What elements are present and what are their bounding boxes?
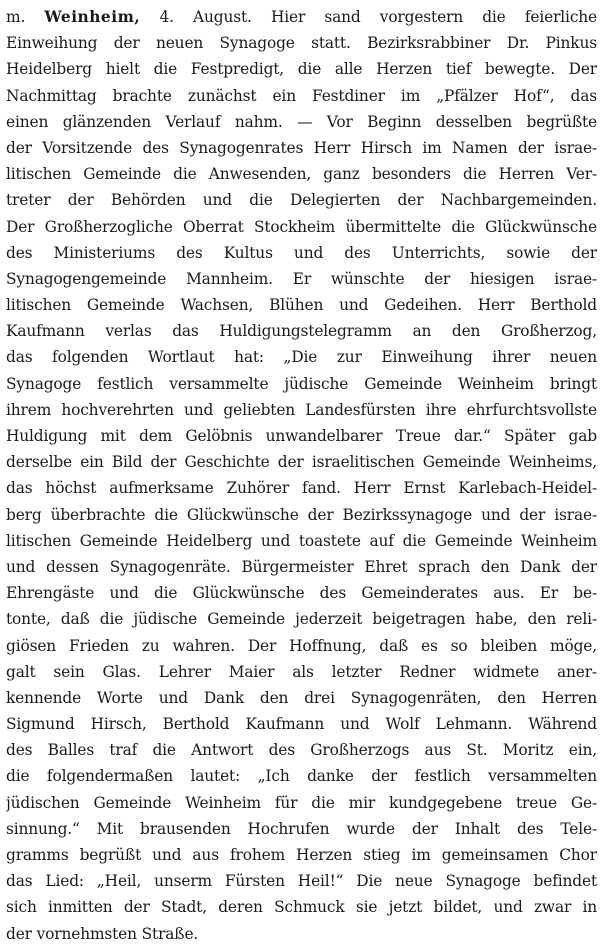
article-body <box>6 30 597 947</box>
article-line: die folgendermaßen lautet: „Ich danke der festlich versammelten <box>6 767 597 786</box>
article-line: der vornehmsten Straße. <box>6 924 199 943</box>
article-line: das folgenden Wortlaut hat: „Die zur Einweihung ihrer neuen <box>6 348 597 367</box>
article-line: gramms begrüßt und aus frohem Herzen stieg im gemeinsamen Chor <box>6 846 597 864</box>
article-line: Sigmund Hirsch, Berthold Kaufmann und Wolf Lehmann. Während <box>6 715 597 734</box>
article-line: jüdischen Gemeinde Weinheim für die mir kundgegebene treue Ge- <box>6 793 597 812</box>
article-line: kennende Worte und Dank den drei Synagogenräten, den Herren <box>6 688 597 707</box>
article-line: der Vorsitzende des Synagogenrates Herr Hirsch im Namen der israe- <box>6 138 597 157</box>
article-line: galt sein Glas. Lehrer Maier als letzter Redner widmete aner- <box>6 662 597 681</box>
article-line: des Ministeriums des Kultus und des Unterrichts, sowie der <box>6 243 597 262</box>
article-line: Kaufmann verlas das Huldigungstelegramm an den Großherzog, <box>6 322 597 341</box>
article-line: litischen Gemeinde die Anwesenden, ganz besonders die Herren Ver- <box>6 165 597 184</box>
article-line: Der Großherzogliche Oberrat Stockheim übermittelte die Glückwünsche <box>6 217 597 236</box>
article-line: einen glänzenden Verlauf nahm. — Vor Beginn desselben begrüßte <box>6 112 597 131</box>
article-prefix: m. <box>6 8 26 26</box>
article-line: das Lied: „Heil, unserm Fürsten Heil!“ Die neue Synagoge befindet <box>6 872 597 891</box>
article-line: berg überbrachte die Glückwünsche der Bezirkssynagoge und der israe- <box>6 505 597 524</box>
article-line: litischen Gemeinde Heidelberg und toastete auf die Gemeinde Weinheim <box>6 531 597 550</box>
article-line: des Balles traf die Antwort des Großherzogs aus St. Moritz ein, <box>6 741 597 760</box>
article-line: Ehrengäste und die Glückwünsche des Gemeinderates aus. Er be- <box>6 584 597 603</box>
article-line: tonte, daß die jüdische Gemeinde jederzeit beigetragen habe, den reli- <box>6 610 597 629</box>
article-line: und dessen Synagogenräte. Bürgermeister Ehret sprach den Dank der <box>6 557 597 576</box>
article-line: sinnung.“ Mit brausenden Hochrufen wurde der Inhalt des Tele- <box>6 819 597 838</box>
article-line: treter der Behörden und die Delegierten der Nachbargemeinden. <box>6 191 597 210</box>
article-place: Weinheim, <box>44 8 141 26</box>
article-first-line-text: Hier sand vorgestern die feierliche <box>270 8 597 26</box>
article-line: litischen Gemeinde Wachsen, Blühen und Gedeihen. Herr Berthold <box>6 296 597 315</box>
article-line: Heidelberg hielt die Festpredigt, die alle Herzen tief bewegte. Der <box>6 60 597 79</box>
article-line: Synagogengemeinde Mannheim. Er wünschte der hiesigen israe- <box>6 269 597 288</box>
article-first-line <box>6 4 597 30</box>
article-line: giösen Frieden zu wahren. Der Hoffnung, daß es so bleiben möge, <box>6 636 597 655</box>
article-line: Einweihung der neuen Synagoge statt. Bezirksrabbiner Dr. Pinkus <box>6 34 597 53</box>
article-line: Huldigung mit dem Gelöbnis unwandelbarer Treue dar.“ Später gab <box>6 427 597 445</box>
article-date: 4. August. <box>159 8 252 26</box>
article-line: das höchst aufmerksame Zuhörer fand. Herr Ernst Karlebach-Heidel- <box>6 479 597 498</box>
article-line: Synagoge festlich versammelte jüdische Gemeinde Weinheim bringt <box>6 374 597 393</box>
article-line: derselbe ein Bild der Geschichte der israelitischen Gemeinde Weinheims, <box>6 453 597 472</box>
article-line: ihrem hochverehrten und geliebten Landesfürsten ihre ehrfurchtsvollste <box>6 400 597 419</box>
article-line: Nachmittag brachte zunächst ein Festdiner im „Pfälzer Hof“, das <box>6 86 597 105</box>
article-line: sich inmitten der Stadt, deren Schmuck sie jetzt bildet, und zwar in <box>6 898 597 917</box>
